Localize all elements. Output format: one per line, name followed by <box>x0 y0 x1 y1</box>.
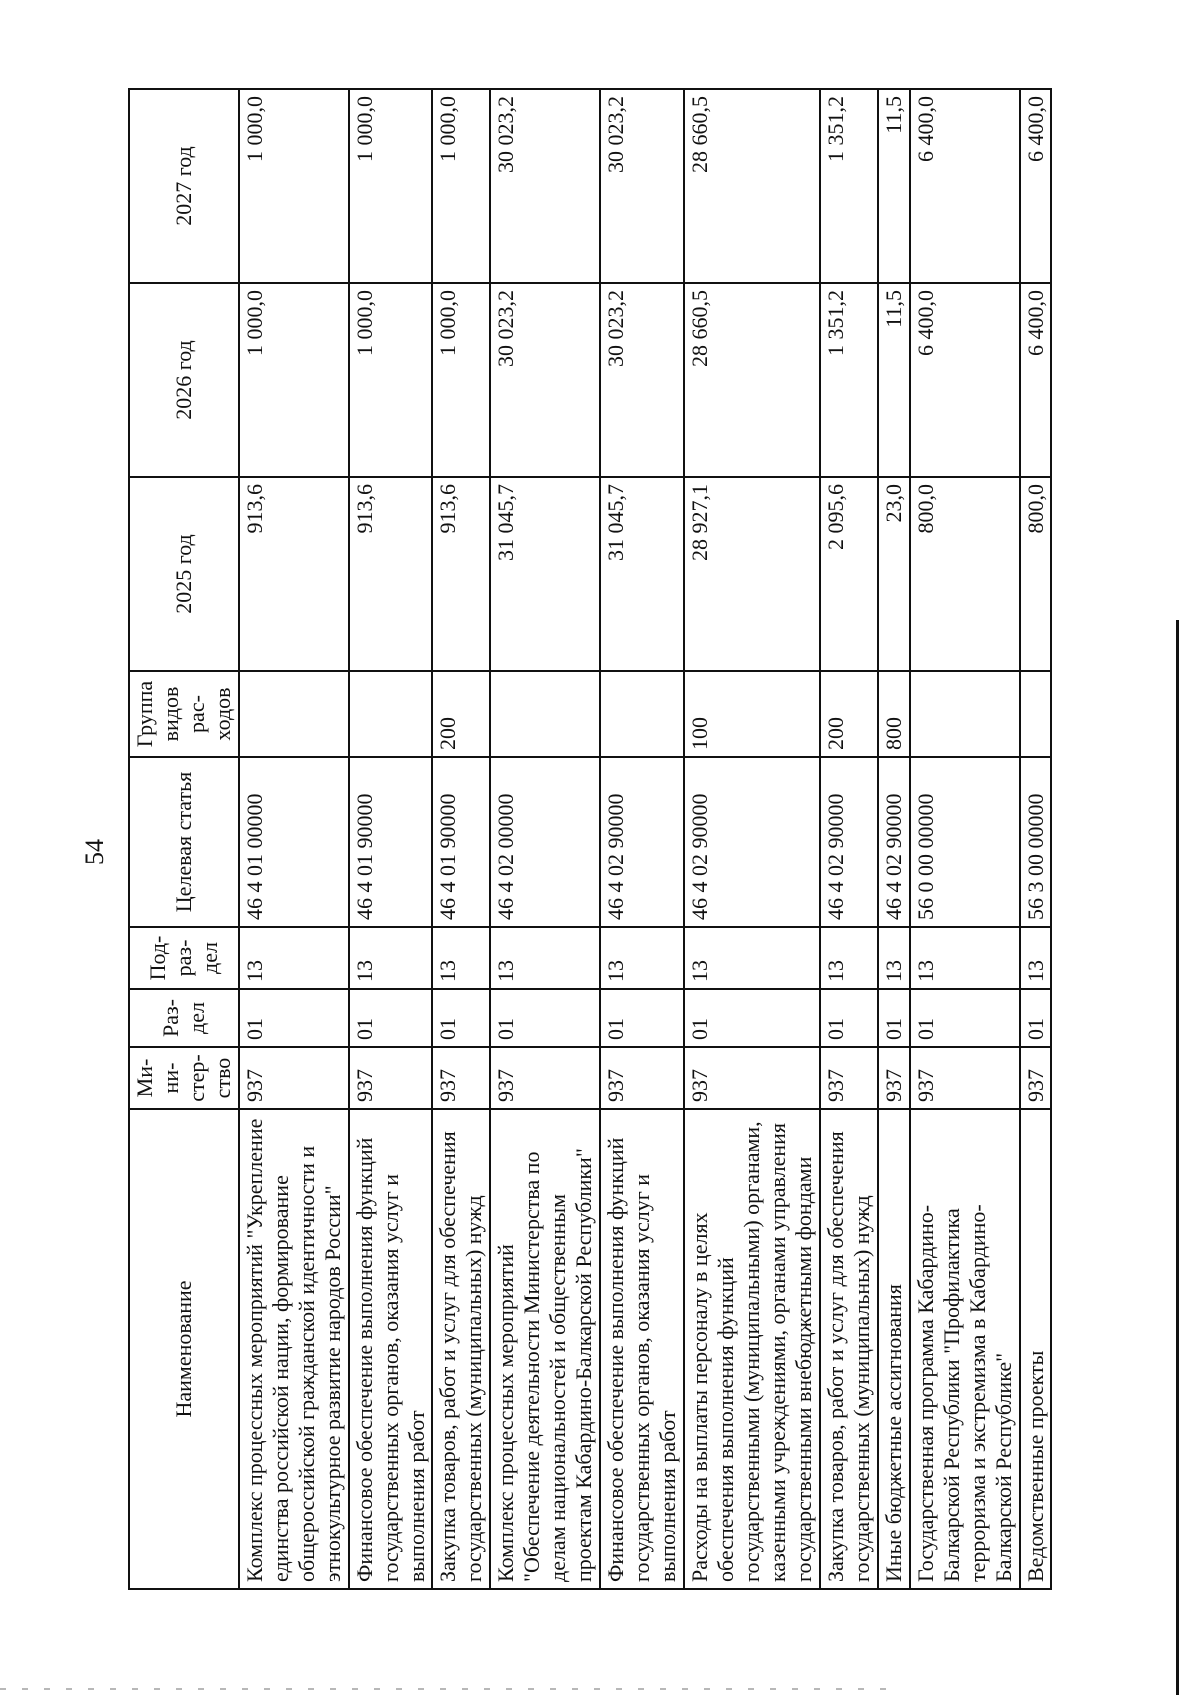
cell-subsection: 13 <box>349 927 433 989</box>
cell-2026: 28 660,5 <box>684 283 820 477</box>
cell-2027: 6 400,0 <box>910 89 1020 283</box>
cell-target: 46 4 02 90000 <box>820 757 878 927</box>
cell-2025: 913,6 <box>432 477 490 671</box>
table-row <box>600 89 684 1589</box>
header-section: Раз- дел <box>129 989 239 1047</box>
cell-ministry: 937 <box>239 1047 349 1109</box>
cell-group <box>1020 671 1052 757</box>
cell-target: 46 4 01 90000 <box>432 757 490 927</box>
cell-2026: 1 351,2 <box>820 283 878 477</box>
cell-subsection: 13 <box>239 927 349 989</box>
cell-group: 800 <box>878 671 910 757</box>
header-row <box>129 89 239 1589</box>
cell-target: 46 4 02 90000 <box>600 757 684 927</box>
cell-subsection: 13 <box>878 927 910 989</box>
cell-2027: 28 660,5 <box>684 89 820 283</box>
cell-2026: 30 023,2 <box>490 283 600 477</box>
cell-ministry: 937 <box>432 1047 490 1109</box>
scan-edge-line <box>1176 620 1179 1695</box>
cell-section: 01 <box>600 989 684 1047</box>
cell-section: 01 <box>878 989 910 1047</box>
cell-2025: 2 095,6 <box>820 477 878 671</box>
cell-target: 46 4 02 00000 <box>490 757 600 927</box>
cell-section: 01 <box>490 989 600 1047</box>
cell-subsection: 13 <box>820 927 878 989</box>
cell-2025: 31 045,7 <box>490 477 600 671</box>
cell-group: 200 <box>432 671 490 757</box>
cell-ministry: 937 <box>349 1047 433 1109</box>
cell-section: 01 <box>820 989 878 1047</box>
cell-subsection: 13 <box>432 927 490 989</box>
cell-section: 01 <box>684 989 820 1047</box>
table-row <box>910 89 1020 1589</box>
cell-ministry: 937 <box>684 1047 820 1109</box>
header-name: Наименование <box>129 1109 239 1589</box>
cell-2027: 1 000,0 <box>239 89 349 283</box>
cell-name: Ведомственные проекты <box>1020 1109 1052 1589</box>
cell-group: 100 <box>684 671 820 757</box>
cell-name: Комплекс процессных мероприятий "Укрепление единства российской нации, формирование общероссийской гражданской идентичности и этнокультурное развитие народов России" <box>239 1109 349 1589</box>
cell-2026: 1 000,0 <box>432 283 490 477</box>
table-row <box>684 89 820 1589</box>
table-row <box>820 89 878 1589</box>
header-2025: 2025 год <box>129 477 239 671</box>
cell-subsection: 13 <box>684 927 820 989</box>
cell-subsection: 13 <box>910 927 1020 989</box>
scan-noise-line <box>0 1688 900 1690</box>
cell-target: 56 0 00 00000 <box>910 757 1020 927</box>
cell-ministry: 937 <box>1020 1047 1052 1109</box>
cell-name: Иные бюджетные ассигнования <box>878 1109 910 1589</box>
table-row <box>432 89 490 1589</box>
cell-target: 46 4 01 90000 <box>349 757 433 927</box>
cell-2027: 11,5 <box>878 89 910 283</box>
header-target: Целевая статья <box>129 757 239 927</box>
cell-2025: 913,6 <box>349 477 433 671</box>
cell-ministry: 937 <box>600 1047 684 1109</box>
table-row <box>349 89 433 1589</box>
cell-name: Комплекс процессных мероприятий "Обеспечение деятельности Министерства по делам национальностей и общественным проектам Кабардино-Балкарской Республики" <box>490 1109 600 1589</box>
cell-2025: 28 927,1 <box>684 477 820 671</box>
header-group: Группа видов рас- ходов <box>129 671 239 757</box>
cell-target: 46 4 02 90000 <box>878 757 910 927</box>
cell-group <box>600 671 684 757</box>
cell-2025: 31 045,7 <box>600 477 684 671</box>
cell-group <box>490 671 600 757</box>
cell-target: 46 4 01 00000 <box>239 757 349 927</box>
cell-ministry: 937 <box>820 1047 878 1109</box>
cell-ministry: 937 <box>490 1047 600 1109</box>
table-row <box>1020 89 1052 1589</box>
cell-name: Закупка товаров, работ и услуг для обеспечения государственных (муниципальных) нужд <box>820 1109 878 1589</box>
cell-2027: 1 000,0 <box>432 89 490 283</box>
cell-2026: 6 400,0 <box>1020 283 1052 477</box>
cell-target: 56 3 00 00000 <box>1020 757 1052 927</box>
cell-2025: 800,0 <box>910 477 1020 671</box>
cell-2027: 6 400,0 <box>1020 89 1052 283</box>
cell-2027: 1 000,0 <box>349 89 433 283</box>
cell-group <box>910 671 1020 757</box>
cell-section: 01 <box>432 989 490 1047</box>
cell-section: 01 <box>910 989 1020 1047</box>
cell-group <box>239 671 349 757</box>
cell-group: 200 <box>820 671 878 757</box>
cell-2027: 1 351,2 <box>820 89 878 283</box>
cell-2026: 11,5 <box>878 283 910 477</box>
cell-group <box>349 671 433 757</box>
cell-subsection: 13 <box>1020 927 1052 989</box>
table-row <box>878 89 910 1589</box>
cell-2025: 913,6 <box>239 477 349 671</box>
cell-target: 46 4 02 90000 <box>684 757 820 927</box>
table-row <box>490 89 600 1589</box>
cell-section: 01 <box>1020 989 1052 1047</box>
cell-2027: 30 023,2 <box>490 89 600 283</box>
cell-name: Закупка товаров, работ и услуг для обеспечения государственных (муниципальных) нужд <box>432 1109 490 1589</box>
cell-2027: 30 023,2 <box>600 89 684 283</box>
cell-subsection: 13 <box>600 927 684 989</box>
header-ministry: Ми- ни- стер- ство <box>129 1047 239 1109</box>
cell-2025: 23,0 <box>878 477 910 671</box>
header-2026: 2026 год <box>129 283 239 477</box>
header-2027: 2027 год <box>129 89 239 283</box>
budget-table <box>128 88 1052 1590</box>
cell-2026: 1 000,0 <box>349 283 433 477</box>
cell-ministry: 937 <box>878 1047 910 1109</box>
cell-name: Государственная программа Кабардино-Балкарской Республики "Профилактика терроризма и экстремизма в Кабардино-Балкарской Республике" <box>910 1109 1020 1589</box>
cell-2025: 800,0 <box>1020 477 1052 671</box>
cell-subsection: 13 <box>490 927 600 989</box>
cell-2026: 6 400,0 <box>910 283 1020 477</box>
cell-name: Расходы на выплаты персоналу в целях обеспечения выполнения функций государственными (муниципальными) органами, казенными учреждениями, органами управления государственными внебюджетными фондами <box>684 1109 820 1589</box>
table-row <box>239 89 349 1589</box>
cell-2026: 30 023,2 <box>600 283 684 477</box>
header-subsection: Под- раз- дел <box>129 927 239 989</box>
cell-ministry: 937 <box>910 1047 1020 1109</box>
cell-name: Финансовое обеспечение выполнения функций государственных органов, оказания услуг и выполнения работ <box>600 1109 684 1589</box>
cell-name: Финансовое обеспечение выполнения функций государственных органов, оказания услуг и выполнения работ <box>349 1109 433 1589</box>
cell-section: 01 <box>349 989 433 1047</box>
cell-section: 01 <box>239 989 349 1047</box>
page-number: 54 <box>80 839 109 865</box>
cell-2026: 1 000,0 <box>239 283 349 477</box>
